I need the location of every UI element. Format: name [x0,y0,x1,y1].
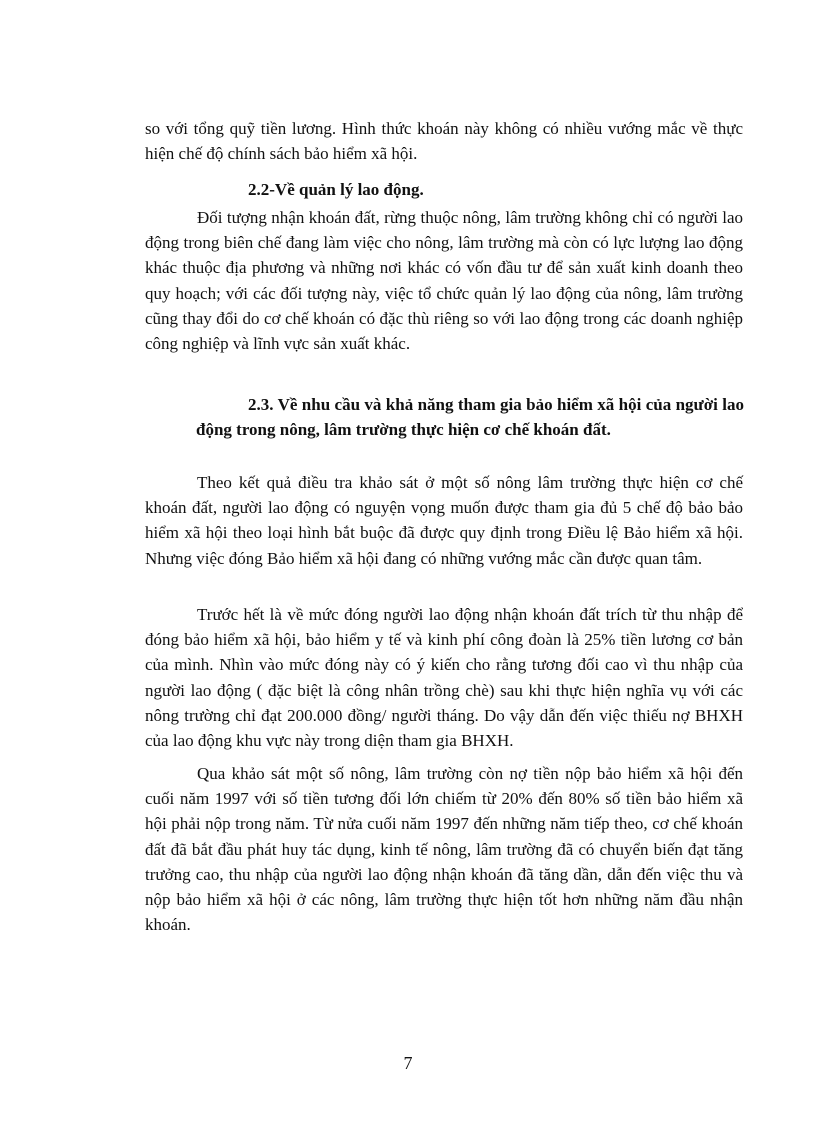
section-heading-2-3: 2.3. Về nhu cầu và khả năng tham gia bảo hiểm xã hội của người lao động trong nông, lâm trường thực hiện cơ chế khoán đất. [196,395,744,440]
paragraph-continuation: so với tổng quỹ tiền lương. Hình thức khoán này không có nhiều vướng mắc về thực hiện chế độ chính sách bảo hiểm xã hội. [145,119,743,164]
paragraph-contribution-level: Trước hết là về mức đóng người lao động nhận khoán đất trích từ thu nhập để đóng bảo hiểm xã hội, bảo hiểm y tế và kinh phí công đoàn là 25% tiền lương cơ bản của mình. Nhìn vào mức đóng này có ý kiến cho rằng tương đối cao vì thu nhập của người lao động ( đặc biệt là công nhân trồng chè) sau khi thực hiện nghĩa vụ với các nông trường chỉ đạt 200.000 đồng/ người tháng. Do vậy dẫn đến việc thiếu nợ BHXH của lao động khu vực này trong diện tham gia BHXH. [145,605,743,751]
paragraph-debt-survey: Qua khảo sát một số nông, lâm trường còn nợ tiền nộp bảo hiểm xã hội đến cuối năm 1997 với số tiền tương đối lớn chiếm từ 20% đến 80% số tiền bảo hiểm xã hội phải nộp trong năm. Từ nửa cuối năm 1997 đến những năm tiếp theo, cơ chế khoán đất đã bắt đầu phát huy tác dụng, kinh tế nông, lâm trường đã có chuyển biến đạt tăng trưởng cao, thu nhập của người lao động nhận khoán đã tăng dần, dẫn đến việc thu và nộp bảo hiểm xã hội ở các nông, lâm trường thực hiện tốt hơn những năm đầu nhận khoán. [145,764,743,935]
page-number: 7 [403,1053,413,1073]
section-heading-2-2: 2.2-Về quản lý lao động. [248,180,424,199]
paragraph-survey-results: Theo kết quả điều tra khảo sát ở một số nông lâm trường thực hiện cơ chế khoán đất, người lao động có nguyện vọng muốn được tham gia đủ 5 chế độ bảo bảo hiểm xã hội theo loại hình bắt buộc đã được quy định trong Điều lệ Bảo hiểm xã hội. Nhưng việc đóng Bảo hiểm xã hội đang có những vướng mắc cần được quan tâm. [145,473,743,568]
paragraph-labor-management: Đối tượng nhận khoán đất, rừng thuộc nông, lâm trường không chỉ có người lao động trong biên chế đang làm việc cho nông, lâm trường mà còn có lực lượng lao động khác thuộc địa phương và những nơi khác có vốn đầu tư để sản xuất kinh doanh theo quy hoạch; với các đối tượng này, việc tổ chức quản lý lao động của nông, lâm trường cũng thay đổi do cơ chế khoán có đặc thù riêng so với lao động trong các doanh nghiệp công nghiệp và lĩnh vực sản xuất khác. [145,208,743,354]
